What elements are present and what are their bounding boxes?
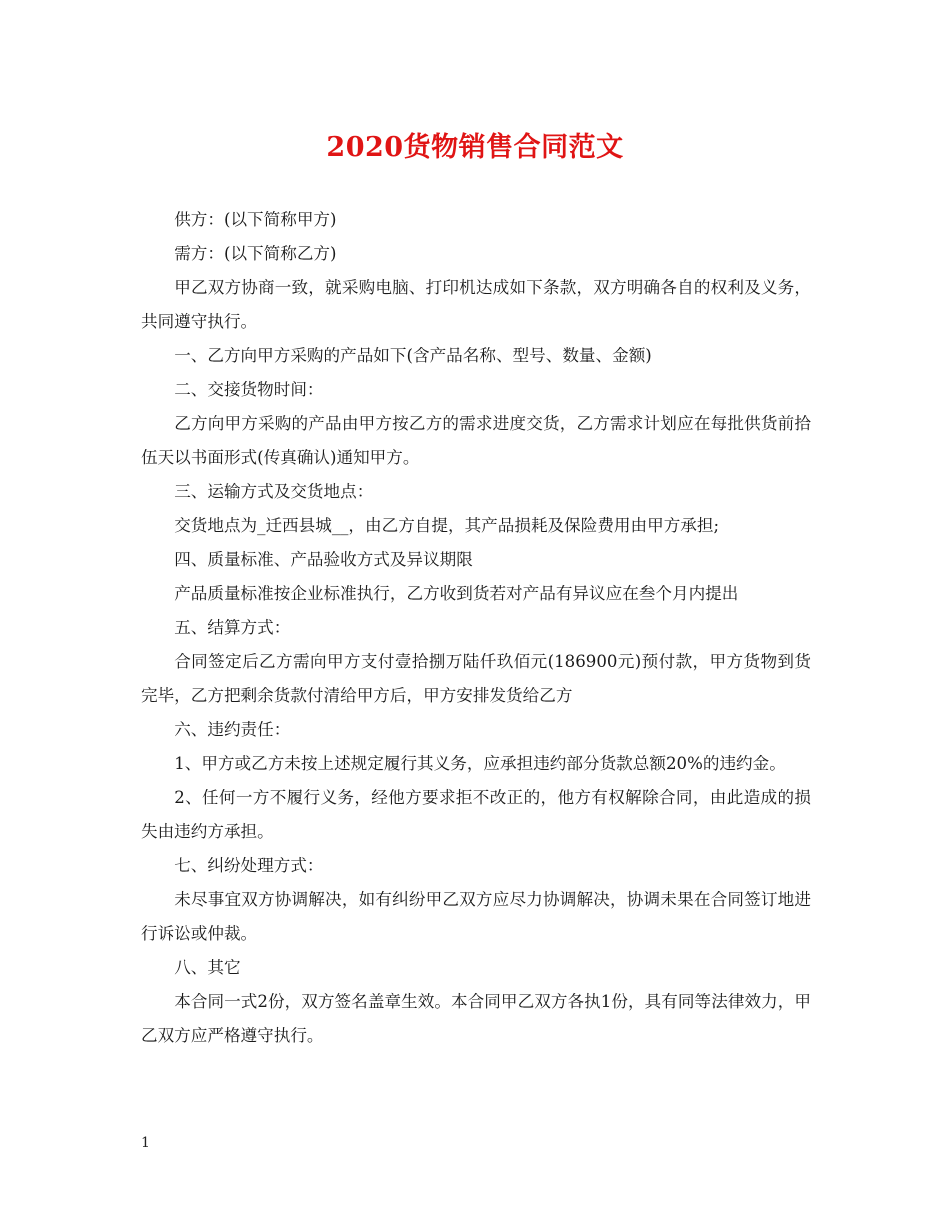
paragraph-supplier: 供方：(以下简称甲方) [174, 210, 337, 229]
paragraph-delivery-place: 交货地点为_迁西县城__，由乙方自提，其产品损耗及保险费用由甲方承担; [174, 516, 720, 535]
section-heading-1: 一、乙方向甲方采购的产品如下(含产品名称、型号、数量、金额) [174, 346, 652, 365]
document-title: 2020货物销售合同范文 [326, 132, 624, 163]
section-heading-6: 六、违约责任： [174, 720, 291, 739]
paragraph-settlement: 合同签定后乙方需向甲方支付壹拾捌万陆仟玖佰元(186900元)预付款，甲方货物到货完毕，乙方把剩余货款付清给甲方后，甲方安排发货给乙方 [141, 652, 811, 705]
paragraph-buyer: 需方：(以下简称乙方) [174, 244, 337, 263]
paragraph-delivery-time: 乙方向甲方采购的产品由甲方按乙方的需求进度交货，乙方需求计划应在每批供货前拾伍天以书面形式(传真确认)通知甲方。 [141, 414, 811, 467]
paragraph-breach-1: 1、甲方或乙方未按上述规定履行其义务，应承担违约部分货款总额20%的违约金。 [174, 754, 786, 773]
paragraph-intro: 甲乙双方协商一致，就采购电脑、打印机达成如下条款，双方明确各自的权利及义务，共同遵守执行。 [141, 278, 811, 331]
document-body [141, 203, 811, 1053]
paragraph-other: 本合同一式2份，双方签名盖章生效。本合同甲乙双方各执1份，具有同等法律效力，甲乙双方应严格遵守执行。 [141, 992, 811, 1045]
page-number: 1 [141, 1135, 150, 1151]
section-heading-3: 三、运输方式及交货地点： [174, 482, 374, 501]
section-heading-2: 二、交接货物时间： [174, 380, 324, 399]
section-heading-4: 四、质量标准、产品验收方式及异议期限 [174, 550, 473, 569]
section-heading-8: 八、其它 [174, 958, 241, 977]
paragraph-dispute: 未尽事宜双方协调解决，如有纠纷甲乙双方应尽力协调解决，协调未果在合同签订地进行诉讼或仲裁。 [141, 890, 811, 943]
paragraph-breach-2: 2、任何一方不履行义务，经他方要求拒不改正的，他方有权解除合同，由此造成的损失由违约方承担。 [141, 788, 811, 841]
section-heading-7: 七、纠纷处理方式： [174, 856, 324, 875]
paragraph-quality: 产品质量标准按企业标准执行，乙方收到货若对产品有异议应在叁个月内提出 [174, 584, 739, 603]
section-heading-5: 五、结算方式： [174, 618, 291, 637]
